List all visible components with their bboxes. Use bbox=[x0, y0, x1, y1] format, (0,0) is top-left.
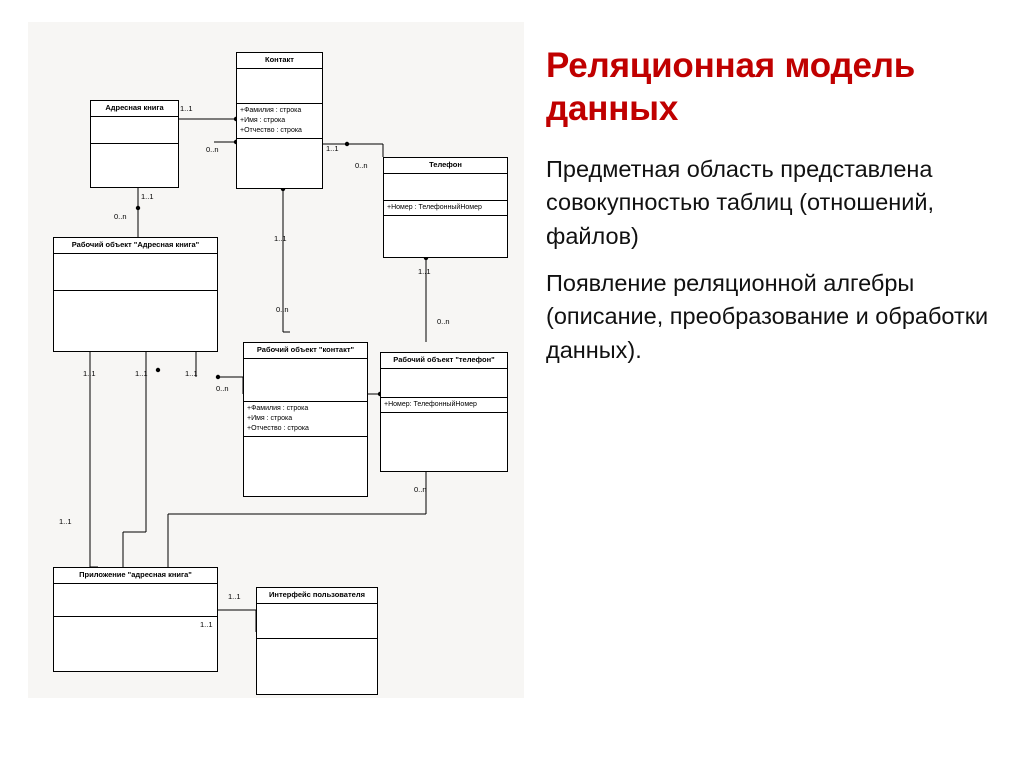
uml-class-title: Рабочий объект "телефон" bbox=[393, 355, 495, 364]
body-paragraph-2: Появление реляционной алгебры (описание, преобразование и обработки данных). bbox=[546, 269, 989, 363]
uml-blank-compartment bbox=[237, 69, 322, 103]
multiplicity-label: 1..1 bbox=[135, 369, 148, 378]
multiplicity-label: 0..n bbox=[355, 161, 368, 170]
uml-class-title: Интерфейс пользователя bbox=[269, 590, 365, 599]
multiplicity-label: 0..n bbox=[206, 145, 219, 154]
multiplicity-label: 0..n bbox=[414, 485, 427, 494]
uml-diagram-panel bbox=[28, 22, 524, 698]
uml-attribute: +Номер : ТелефонныйНомер bbox=[387, 203, 482, 211]
uml-class-phone[interactable] bbox=[383, 157, 508, 258]
multiplicity-label: 1..1 bbox=[185, 369, 198, 378]
multiplicity-label: 1..1 bbox=[83, 369, 96, 378]
uml-attribute: +Имя : строка bbox=[247, 414, 293, 422]
uml-op-compartment bbox=[54, 617, 217, 649]
multiplicity-label: 1..1 bbox=[180, 104, 193, 113]
uml-class-user-interface[interactable] bbox=[256, 587, 378, 695]
uml-attr-compartment bbox=[381, 398, 507, 412]
multiplicity-label: 1..1 bbox=[228, 592, 241, 601]
slide-content bbox=[546, 44, 998, 381]
uml-attr-compartment bbox=[237, 104, 322, 138]
uml-op-compartment bbox=[384, 216, 507, 234]
uml-class-contact[interactable] bbox=[236, 52, 323, 189]
uml-class-workobject-phone[interactable] bbox=[380, 352, 508, 472]
uml-class-title: Рабочий объект "контакт" bbox=[256, 345, 355, 354]
multiplicity-label: 1..1 bbox=[274, 234, 287, 243]
uml-blank-compartment bbox=[384, 174, 507, 200]
uml-class-address-book[interactable] bbox=[90, 100, 179, 188]
multiplicity-label: 1..1 bbox=[326, 144, 339, 153]
uml-attribute: +Фамилия : строка bbox=[240, 106, 302, 114]
uml-op-compartment bbox=[381, 413, 507, 435]
uml-class-title: Телефон bbox=[429, 160, 462, 169]
multiplicity-label: 0..n bbox=[114, 212, 127, 221]
uml-attr-compartment bbox=[244, 402, 367, 436]
uml-op-compartment bbox=[54, 291, 217, 327]
uml-attr-compartment bbox=[54, 254, 217, 290]
uml-class-title: Контакт bbox=[265, 55, 294, 64]
uml-attribute: +Отчество : строка bbox=[240, 126, 302, 134]
uml-class-title: Адресная книга bbox=[105, 103, 164, 112]
uml-attribute: +Имя : строка bbox=[240, 116, 286, 124]
multiplicity-label: 1..1 bbox=[200, 620, 213, 629]
multiplicity-label: 1..1 bbox=[418, 267, 431, 276]
uml-attr-compartment bbox=[257, 604, 377, 638]
uml-blank-compartment bbox=[244, 359, 367, 401]
uml-class-application-address-book[interactable] bbox=[53, 567, 218, 672]
uml-attr-compartment bbox=[54, 584, 217, 616]
uml-op-compartment bbox=[237, 139, 322, 157]
uml-blank-compartment bbox=[381, 369, 507, 397]
uml-attribute: +Номер: ТелефонныйНомер bbox=[384, 400, 477, 408]
uml-attribute: +Отчество : строка bbox=[247, 424, 309, 432]
uml-attribute: +Фамилия : строка bbox=[247, 404, 309, 412]
uml-op-compartment bbox=[91, 144, 178, 170]
body-paragraph-1: Предметная область представлена совокупностью таблиц (отношений, файлов) bbox=[546, 155, 935, 249]
uml-class-workobject-address-book[interactable] bbox=[53, 237, 218, 352]
uml-attr-compartment bbox=[91, 117, 178, 143]
multiplicity-label: 0..n bbox=[276, 305, 289, 314]
multiplicity-label: 1..1 bbox=[141, 192, 154, 201]
uml-op-compartment bbox=[257, 639, 377, 673]
multiplicity-label: 0..n bbox=[216, 384, 229, 393]
uml-class-title: Рабочий объект "Адресная книга" bbox=[71, 240, 200, 249]
uml-class-workobject-contact[interactable] bbox=[243, 342, 368, 497]
uml-attr-compartment bbox=[384, 201, 507, 215]
page-title: Реляционная модель данных bbox=[546, 46, 916, 129]
uml-class-title: Приложение "адресная книга" bbox=[79, 570, 192, 579]
multiplicity-label: 0..n bbox=[437, 317, 450, 326]
multiplicity-label: 1..1 bbox=[59, 517, 72, 526]
uml-op-compartment bbox=[244, 437, 367, 455]
